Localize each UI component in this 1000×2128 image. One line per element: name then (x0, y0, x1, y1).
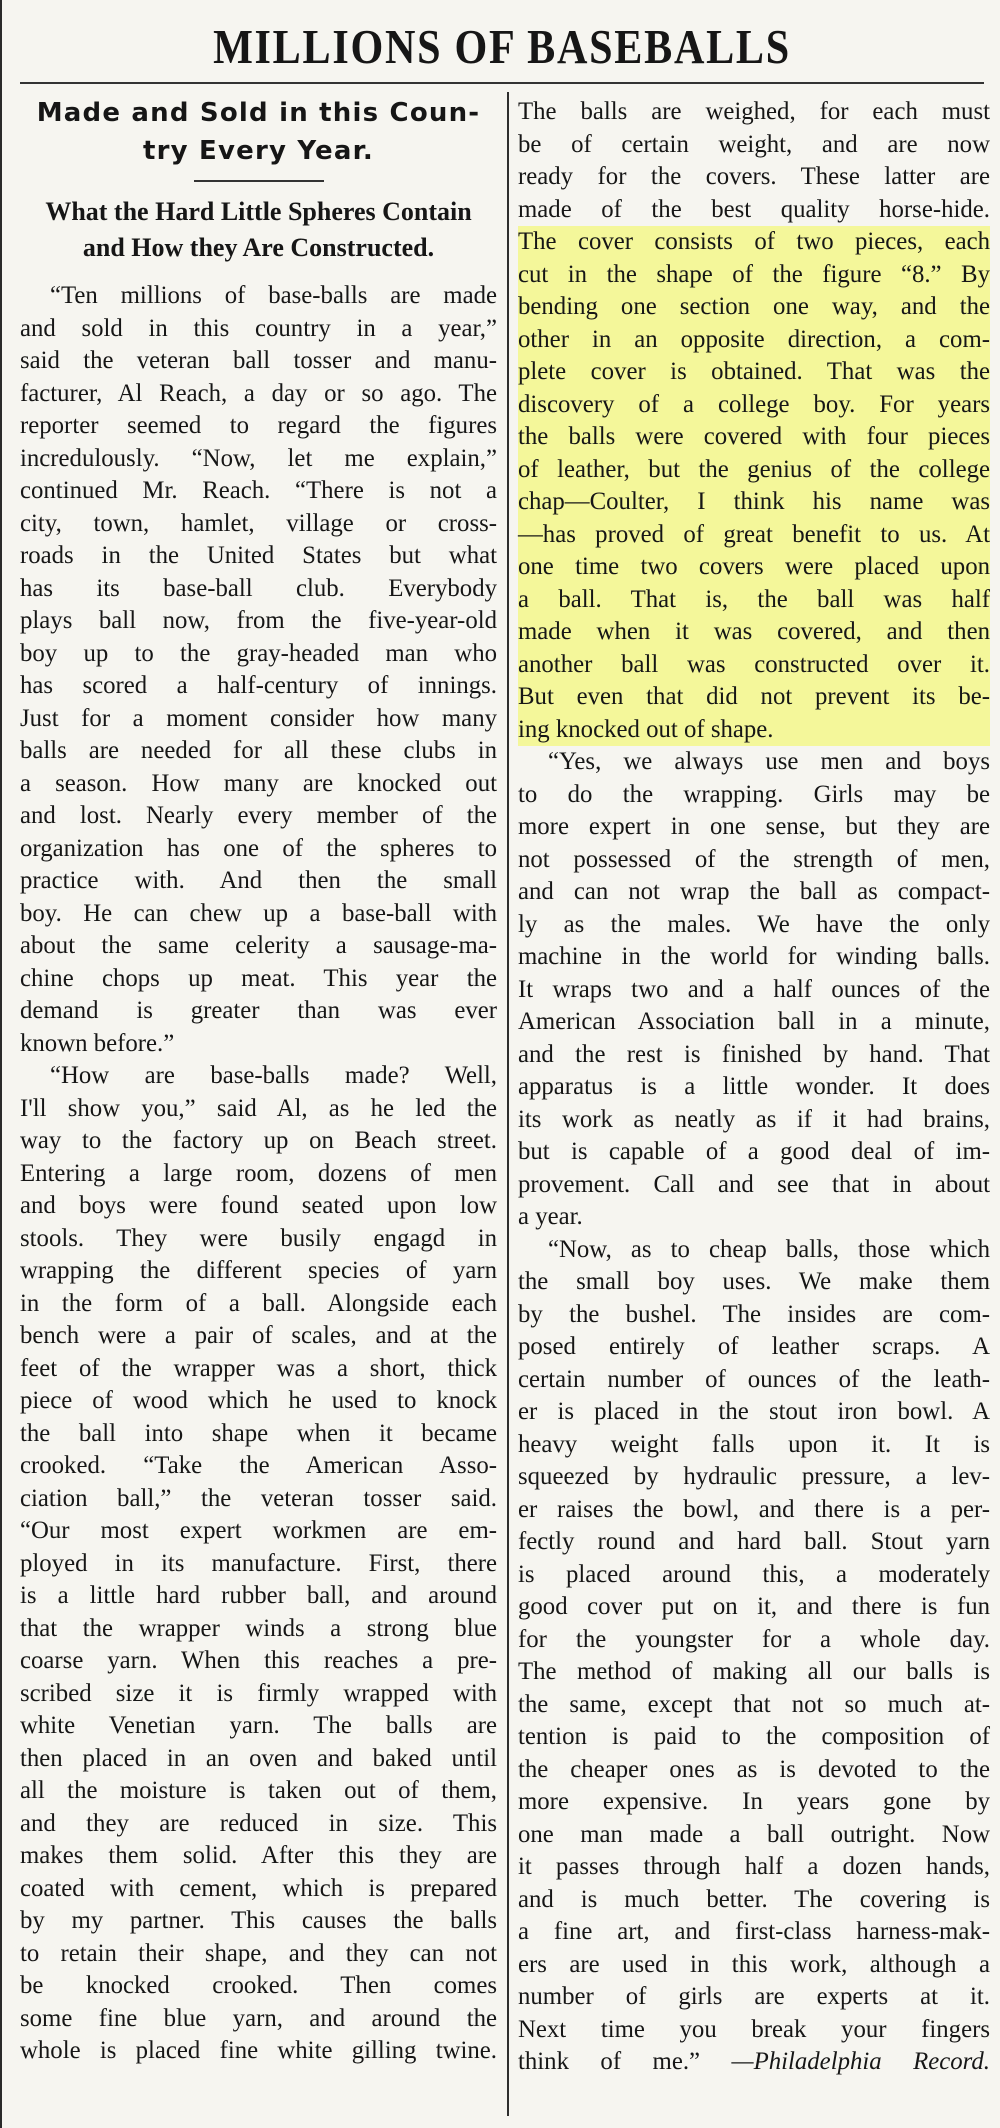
article-line: made when it was covered, and then (518, 616, 990, 649)
article-line: made of the best quality horse-hide. (518, 195, 990, 223)
left-column (20, 88, 497, 2068)
article-line: then placed in an oven and baked until (20, 1744, 497, 1772)
article-line: be of certain weight, and are now (518, 130, 990, 158)
article-line: I'll show you,” said Al, as he led the (20, 1094, 497, 1122)
article-line: good cover put on it, and there is fun (518, 1593, 990, 1620)
article-line: “Ten millions of base-balls are made (50, 282, 497, 309)
left-column-body (20, 280, 497, 2068)
article-line: heavy weight falls upon it. It is (518, 1430, 990, 1458)
article-line: Entering a large room, dozens of men (20, 1159, 497, 1187)
article-line: chine chops up meat. This year the (20, 964, 497, 992)
article-line: organization has one of the spheres to (20, 834, 497, 862)
article-line: “Now, as to cheap balls, those which (548, 1235, 990, 1263)
article-line: continued Mr. Reach. “There is not a (20, 477, 497, 504)
article-line: scribed size it is firmly wrapped with (20, 1679, 497, 1707)
article-line: The method of making all our balls is (518, 1658, 990, 1685)
article-line: chap—Coulter, I think his name was (518, 486, 990, 519)
article-line: coated with cement, which is prepared (20, 1874, 497, 1902)
article-line: white Venetian yarn. The balls are (20, 1712, 497, 1739)
article-line: to retain their shape, and they can not (20, 1939, 497, 1967)
article-line: discovery of a college boy. For years (518, 389, 990, 422)
article-line: a season. How many are knocked out (20, 769, 497, 797)
article-line: it passes through half a dozen hands, (518, 1853, 990, 1880)
article-line: “How are base-balls made? Well, (50, 1062, 497, 1089)
article-line: roads in the United States but what (20, 542, 497, 569)
article-line: Next time you break your fingers (518, 2015, 990, 2043)
article-line: that the wrapper winds a strong blue (20, 1614, 497, 1642)
article-line: and they are reduced in size. This (20, 1809, 497, 1837)
article-line: coarse yarn. When this reaches a pre- (20, 1647, 497, 1674)
article-line: ing knocked out of shape. (518, 714, 990, 747)
article-line: by my partner. This causes the balls (20, 1907, 497, 1934)
article-line: a ball. That is, the ball was half (518, 584, 990, 617)
closing-quote: think of me.” (518, 2048, 701, 2075)
article-line: bench were a pair of scales, and at the (20, 1322, 497, 1349)
article-line: the small boy uses. We make them (518, 1268, 990, 1295)
article-line: a fine art, and first-class harness-mak- (518, 1918, 990, 1945)
article-line: —has proved of great benefit to us. At (518, 519, 990, 552)
headline: MILLIONS OF BASEBALLS (213, 19, 791, 74)
subheadline-secondary (20, 194, 497, 266)
article-line: provement. Call and see that in about (518, 1170, 990, 1198)
article-line: number of girls are experts at it. (518, 1983, 990, 2010)
article-line: to do the wrapping. Girls may be (518, 780, 990, 808)
article-line: has its base-ball club. Everybody (20, 574, 497, 602)
article-line: squeezed by hydraulic pressure, a lev- (518, 1463, 990, 1490)
article-line: ly as the males. We have the only (518, 910, 990, 938)
article-line: posed entirely of leather scraps. A (518, 1333, 990, 1360)
article-line: in the form of a ball. Alongside each (20, 1289, 497, 1317)
article-line: one time two covers were placed upon (518, 551, 990, 584)
right-column-body (518, 96, 990, 2079)
article-line: the cheaper ones as is devoted to the (518, 1755, 990, 1783)
article-line: ciation ball,” the veteran tosser said. (20, 1484, 497, 1512)
article-line: and sold in this country in a year,” (20, 314, 497, 342)
article-line: be knocked crooked. Then comes (20, 1972, 497, 1999)
article-line: makes them solid. After this they are (20, 1842, 497, 1869)
article-line: and lost. Nearly every member of the (20, 802, 497, 829)
article-line: It wraps two and a half ounces of the (518, 975, 990, 1003)
article-line: practice with. And then the small (20, 867, 497, 894)
subheadline-primary-line: try Every Year. (142, 136, 375, 166)
article-line: certain number of ounces of the leath- (518, 1365, 990, 1393)
article-line: tention is paid to the composition of (518, 1723, 990, 1750)
article-line: about the same celerity a sausage-ma- (20, 932, 497, 959)
article-line: boy up to the gray-headed man who (20, 639, 497, 667)
article-line: feet of the wrapper was a short, thick (20, 1354, 497, 1382)
article-line: whole is placed fine white gilling twine. (20, 2037, 497, 2064)
article-line: cut in the shape of the figure “8.” By (518, 259, 990, 292)
article-line: the same, except that not so much at- (518, 1690, 990, 1718)
article-line: plays ball now, from the five-year-old (20, 607, 497, 634)
article-line: wrapping the different species of yarn (20, 1257, 497, 1284)
article-line: said the veteran ball tosser and manu- (20, 347, 497, 374)
article-line: ers are used in this work, although a (518, 1950, 990, 1978)
article-line: all the moisture is taken out of them, (20, 1777, 497, 1804)
article-line: and can not wrap the ball as compact- (518, 878, 990, 905)
article-line: one man made a ball outright. Now (518, 1820, 990, 1848)
article-line: crooked. “Take the American Asso- (20, 1452, 497, 1479)
article-line: stools. They were busily engagd in (20, 1224, 497, 1252)
article-line: of leather, but the genius of the college (518, 454, 990, 487)
source-credit: —Philadelphia Record. (731, 2048, 991, 2075)
headline-rule (20, 82, 984, 84)
article-line: some fine blue yarn, and around the (20, 2004, 497, 2032)
article-line: a year. (518, 1203, 583, 1230)
article-line: The balls are weighed, for each must (518, 98, 990, 125)
article-line: its work as neatly as if it had brains, (518, 1105, 990, 1133)
article-line: but is capable of a good deal of im- (518, 1138, 990, 1165)
article-line: is placed around this, a moderately (518, 1560, 990, 1588)
article-line: “Our most expert workmen are em- (20, 1517, 497, 1544)
article-line: is a little hard rubber ball, and around (20, 1582, 497, 1609)
article-line: the balls were covered with four pieces (518, 421, 990, 454)
article-line: and the rest is finished by hand. That (518, 1040, 990, 1068)
article-line: reporter seemed to regard the figures (20, 412, 497, 439)
article-line: plete cover is obtained. That was the (518, 356, 990, 389)
article-line: “Yes, we always use men and boys (548, 748, 990, 775)
article-line: other in an opposite direction, a com- (518, 324, 990, 357)
article-line: another ball was constructed over it. (518, 649, 990, 682)
article-line: incredulously. “Now, let me explain,” (20, 444, 497, 472)
article-line: not possessed of the strength of men, (518, 845, 990, 873)
article-line: and boys were found seated upon low (20, 1192, 497, 1219)
article-line: facturer, Al Reach, a day or so ago. The (20, 379, 497, 407)
article-line: way to the factory up on Beach street. (20, 1127, 497, 1154)
right-column (518, 96, 990, 2079)
article-line: for the youngster for a whole day. (518, 1625, 990, 1653)
article-line: bending one section one way, and the (518, 291, 990, 324)
article-line: boy. He can chew up a base-ball with (20, 899, 497, 927)
article-line: apparatus is a little wonder. It does (518, 1073, 990, 1100)
article-line: has scored a half-century of innings. (20, 672, 497, 699)
article-line: ready for the covers. These latter are (518, 163, 990, 190)
article-line: er is placed in the stout iron bowl. A (518, 1398, 990, 1425)
article-line: machine in the world for winding balls. (518, 943, 990, 970)
article-line: by the bushel. The insides are com- (518, 1300, 990, 1328)
subheadline-secondary-line: What the Hard Little Spheres Contain (45, 197, 472, 226)
article-line: more expensive. In years gone by (518, 1788, 990, 1815)
article-line: Just for a moment consider how many (20, 704, 497, 732)
article-line: The cover consists of two pieces, each (518, 226, 990, 259)
article-line (518, 2046, 990, 2079)
article-line: known before.” (20, 1029, 175, 1057)
article-line: piece of wood which he used to knock (20, 1387, 497, 1414)
subheadline-primary-line: Made and Sold in this Coun- (36, 98, 481, 128)
article-line: But even that did not prevent its be- (518, 681, 990, 714)
subheadline-secondary-line: and How they Are Constructed. (82, 233, 435, 262)
article-line: fectly round and hard ball. Stout yarn (518, 1528, 990, 1555)
article-line: demand is greater than was ever (20, 997, 497, 1024)
column-divider (507, 92, 509, 2116)
article-line: more expert in one sense, but they are (518, 813, 990, 840)
article-line: er raises the bowl, and there is a per- (518, 1495, 990, 1523)
article-line: the ball into shape when it became (20, 1419, 497, 1447)
article-line: balls are needed for all these clubs in (20, 737, 497, 764)
section-rule (194, 180, 324, 182)
article-line: and is much better. The covering is (518, 1885, 990, 1913)
article-line: American Association ball in a minute, (518, 1008, 990, 1035)
article-line: city, town, hamlet, village or cross- (20, 509, 497, 537)
subheadline-primary (20, 94, 497, 170)
article-line: ployed in its manufacture. First, there (20, 1549, 497, 1577)
